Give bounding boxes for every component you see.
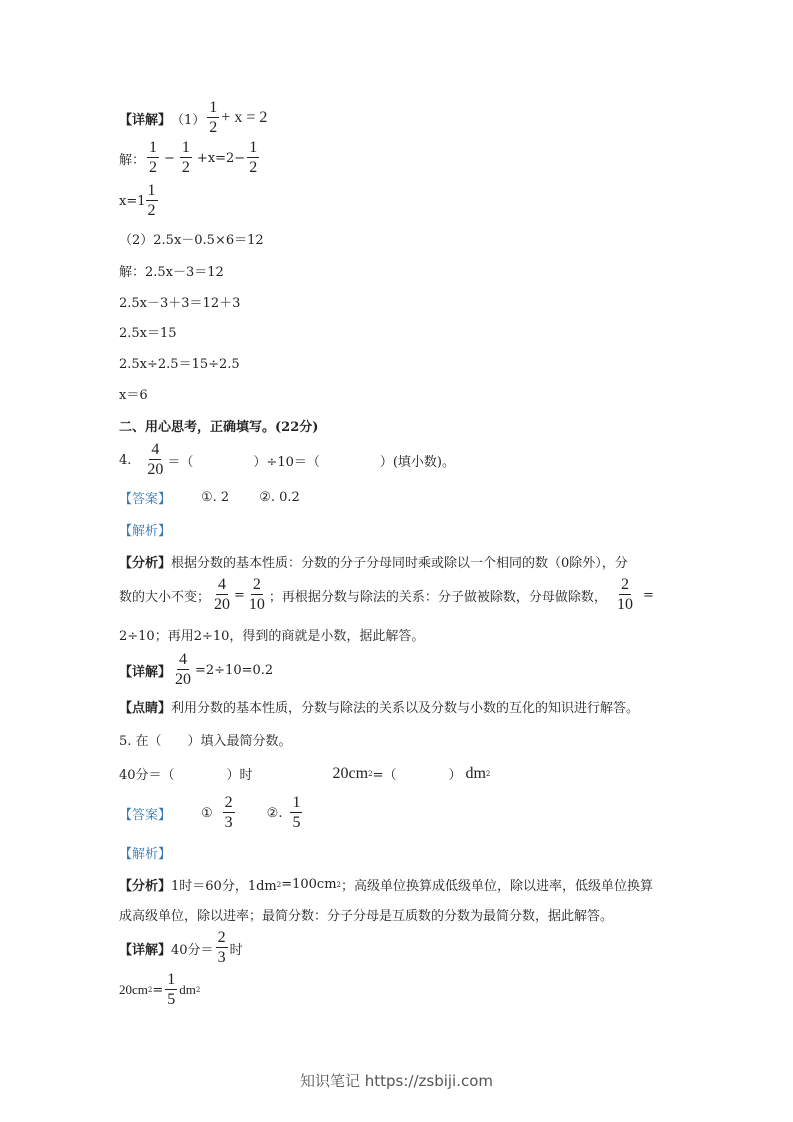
q5-part-b-value: 20cm	[332, 764, 369, 782]
equation-rest: + x = 2	[221, 109, 268, 126]
equals-sign: =	[234, 587, 245, 603]
q3-step: 2.5x÷2.5＝15÷2.5	[119, 357, 240, 372]
fraction: $\frac{1}{2}$	[147, 182, 156, 219]
q3-step: 解：2.5x－3＝12	[119, 265, 224, 280]
fraction: $\frac{1}{2}$	[149, 139, 158, 176]
q4-analysis-line: 2÷10；再用2÷10，得到的商就是小数，据此解答。	[119, 629, 425, 644]
equation-middle: +x=2−	[196, 150, 246, 166]
fenxi-text: 根据分数的基本性质：分数的分子分母同时乘或除以一个相同的数（0除外），分	[171, 556, 628, 571]
answer-prefix: ①	[201, 805, 213, 821]
blank-1-open: ＝（	[167, 454, 194, 470]
blank-2-open: ）÷10＝（	[253, 454, 320, 470]
fraction: $\frac{1}{2}$	[249, 139, 258, 176]
q3-result-line	[119, 183, 160, 219]
dianjing-text: 利用分数的基本性质，分数与除法的关系以及分数与小数的互化的知识进行解答。	[171, 701, 640, 716]
fenxi-text: 数的大小不变；	[119, 589, 211, 605]
superscript: 2	[147, 986, 153, 994]
fenxi-label: 【分析】	[119, 879, 172, 894]
footer-watermark: 知识笔记 https://zsbiji.com	[299, 1072, 494, 1090]
analysis-label: 【解析】	[119, 847, 172, 862]
q3-part2-equation: （2）2.5x－0.5×6＝12	[119, 233, 264, 248]
q5-answer	[119, 795, 304, 831]
fraction: $\frac{4}{20}$	[214, 576, 231, 613]
result-prefix: x=1	[119, 193, 146, 209]
equals-sign: =	[642, 587, 654, 603]
detail-text: 20cm	[119, 982, 148, 997]
superscript: 2	[195, 986, 201, 994]
fraction: $\frac{4}{20}$	[175, 651, 192, 688]
fraction: $\frac{4}{20}$	[147, 441, 164, 478]
solve-prefix: 解：	[119, 152, 146, 168]
detail-text: dm	[179, 982, 196, 997]
question-number: 4.	[119, 452, 132, 468]
q4-analysis-line	[119, 577, 654, 613]
superscript: 2	[485, 769, 491, 778]
fenxi-label: 【分析】	[119, 556, 172, 571]
q3-step: 2.5x＝15	[119, 326, 177, 341]
detail-text: 40分＝	[171, 942, 214, 958]
superscript: 2	[276, 880, 282, 889]
part-number: （1）	[171, 112, 206, 128]
q5-question: 5. 在（ ）填入最简分数。	[119, 734, 292, 749]
q4-analysis-line	[119, 552, 628, 571]
q5-part-b-mid: =（ ）	[372, 768, 462, 783]
q5-analysis-line: 成高级单位，除以进率；最简分数：分子分母是互质数的分数为最简分数，据此解答。	[119, 909, 614, 924]
analysis-label: 【解析】	[119, 524, 172, 539]
equals-sign: =	[152, 982, 164, 998]
q4-question	[119, 442, 455, 478]
answer-label: 【答案】	[119, 807, 172, 823]
fraction: $\frac{2}{3}$	[224, 794, 233, 831]
fraction: $\frac{1}{2}$	[209, 99, 218, 136]
fenxi-text: =100cm	[281, 877, 337, 892]
q3-detail-line	[119, 100, 267, 136]
answer-label: 【答案】	[119, 492, 172, 507]
fraction: $\frac{1}{2}$	[181, 139, 190, 176]
fill-hint: ）(填小数)。	[379, 454, 456, 470]
detail-text: =2÷10=0.2	[195, 662, 274, 678]
superscript: 2	[368, 769, 373, 778]
answer-value: ②. 0.2	[259, 490, 300, 505]
answer-prefix: ②.	[266, 805, 283, 821]
q5-analysis-line	[119, 875, 653, 894]
fraction: $\frac{1}{5}$	[292, 794, 301, 831]
q3-step: 2.5x－3＋3＝12＋3	[119, 296, 241, 311]
fraction: $\frac{2}{10}$	[248, 576, 265, 613]
q5-detail-2	[119, 972, 200, 1008]
q3-solve-line	[119, 140, 261, 176]
q5-parts	[119, 764, 490, 783]
detail-label: 【详解】	[119, 664, 172, 680]
q4-detail	[119, 652, 273, 688]
q3-step: x＝6	[119, 388, 148, 403]
fraction: $\frac{2}{3}$	[217, 929, 226, 966]
q4-dianjing	[119, 697, 639, 716]
superscript: 2	[336, 880, 342, 889]
fraction: $\frac{2}{10}$	[616, 576, 633, 613]
fenxi-text: ；高级单位换算成低级单位，除以进率，低级单位换算	[341, 879, 654, 894]
q5-part-a: 40分＝（ ）时	[119, 768, 253, 783]
minus-sign: −	[164, 150, 175, 166]
fenxi-text: 1时＝60分，1dm	[171, 879, 277, 894]
dianjing-label: 【点睛】	[119, 701, 172, 716]
fraction: $\frac{1}{5}$	[167, 971, 176, 1008]
detail-text: 时	[229, 942, 243, 958]
q5-detail-1	[119, 930, 243, 966]
answer-value: ①. 2	[201, 490, 230, 505]
fenxi-text: ；再根据分数与除法的关系：分子做被除数，分母做除数，	[268, 589, 607, 605]
detail-label: 【详解】	[119, 112, 172, 128]
detail-label: 【详解】	[119, 942, 172, 958]
q5-part-b-unit: dm	[465, 764, 486, 782]
section-title: 二、用心思考，正确填写。(22分)	[119, 420, 319, 435]
q4-answer	[119, 488, 300, 507]
